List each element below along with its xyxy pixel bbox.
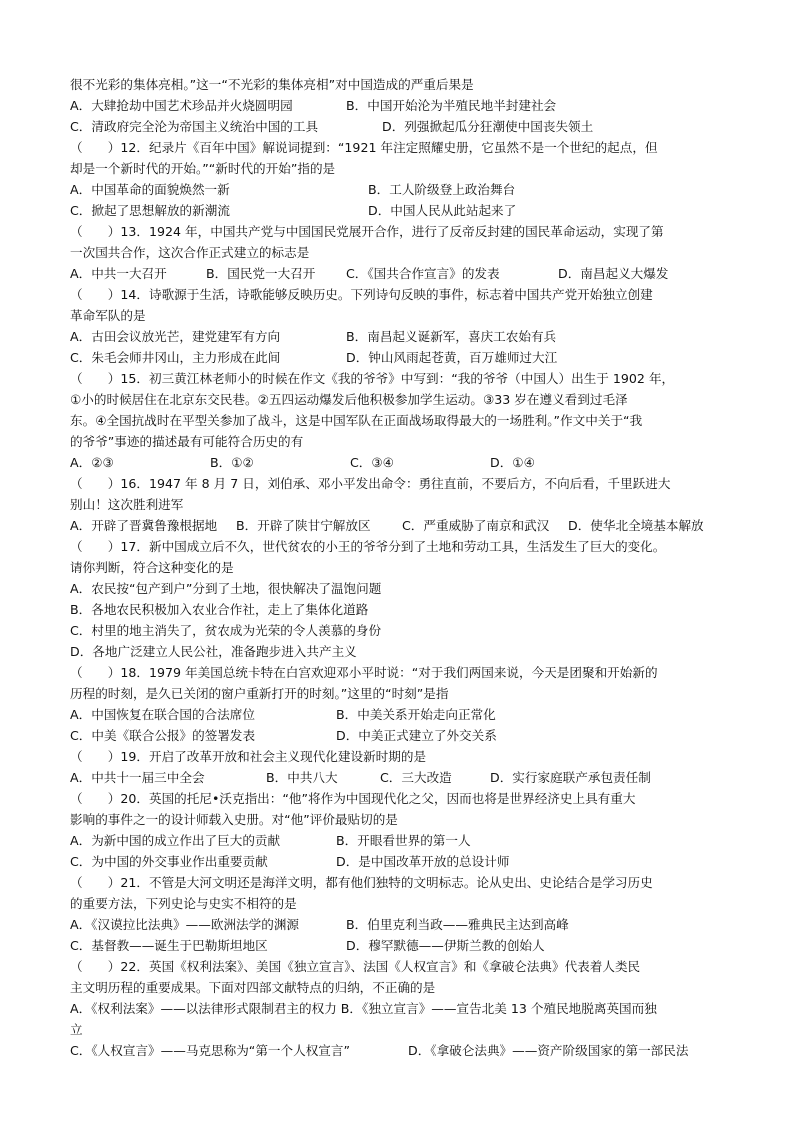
text-line: 一次国共合作，这次合作正式建立的标志是: [70, 245, 310, 260]
option-c: C．村里的地主消失了，贫农成为光荣的令人羡慕的身份: [70, 623, 382, 638]
option-b: B．中国开始沦为半殖民地半封建社会: [346, 98, 557, 113]
option-a: A．②③: [70, 455, 114, 470]
option-b: B．中美关系开始走向正常化: [336, 707, 496, 722]
option-c: C．清政府完全沦为帝国主义统治中国的工具: [70, 119, 319, 134]
option-b: B．各地农民积极加入农业合作社，走上了集体化道路: [70, 602, 369, 617]
question-21: （ ）21．不管是大河文明还是海洋文明，都有他们独特的文明标志。论从史出、史论结合是学习历史: [70, 875, 653, 890]
option-b: B．伯里克利当政——雅典民主达到高峰: [346, 917, 569, 932]
question-18: （ ）18．1979 年美国总统卡特在白宫欢迎邓小平时说：“对于我们两国来说，今天是团聚和开始新的: [70, 665, 658, 680]
option-a: A．为新中国的成立作出了巨大的贡献: [70, 833, 281, 848]
text-line: 主文明历程的重要成果。下面对四部文献特点的归纳，不正确的是: [70, 980, 436, 995]
option-c: C．朱毛会师井冈山，主力形成在此间: [70, 350, 281, 365]
option-d: D．钟山风雨起苍黄，百万雄师过大江: [346, 350, 558, 365]
text-line: 请你判断，符合这种变化的是: [70, 560, 234, 575]
option-c: C．基督教——诞生于巴勒斯坦地区: [70, 938, 268, 953]
option-b: B．开眼看世界的第一人: [336, 833, 471, 848]
option-a: A．中国恢复在联合国的合法席位: [70, 707, 255, 722]
text-line: 的重要方法，下列史论与史实不相符的是: [70, 896, 297, 911]
option-d: D．各地广泛建立人民公社，准备跑步进入共产主义: [70, 644, 357, 659]
option-b: B．南昌起义诞新军，喜庆工农始有兵: [346, 329, 557, 344]
option-b: B．①②: [210, 455, 254, 470]
option-c: C．严重威胁了南京和武汉: [402, 518, 550, 533]
question-16: （ ）16．1947 年 8 月 7 日，刘伯承、邓小平发出命令：勇往直前，不要后方，不向后看，千里跃进大: [70, 476, 671, 491]
option-d: D．使华北全境基本解放: [568, 518, 704, 533]
option-c: C．掀起了思想解放的新潮流: [70, 203, 230, 218]
option-c: C．中美《联合公报》的签署发表: [70, 728, 256, 743]
question-17: （ ）17．新中国成立后不久，世代贫农的小王的爷爷分到了土地和劳动工具，生活发生了巨大的变化。: [70, 539, 666, 554]
question-15: （ ）15．初三黄江林老师小的时候在作文《我的爷爷》中写到：“我的爷爷（中国人）出生于 1902 年，: [70, 371, 675, 386]
option-c: C．三大改造: [380, 770, 452, 785]
option-b: B．中共八大: [266, 770, 338, 785]
text-line: 别山！这次胜利进军: [70, 497, 184, 512]
text-line: 的爷爷”事迹的描述最有可能符合历史的有: [70, 434, 304, 449]
option-d: D．是中国改革开放的总设计师: [336, 854, 510, 869]
option-d: D．列强掀起瓜分狂潮使中国丧失领土: [382, 119, 594, 134]
option-a: A．中共一大召开: [70, 266, 167, 281]
question-19: （ ）19．开启了改革开放和社会主义现代化建设新时期的是: [70, 749, 427, 764]
question-13: （ ）13．1924 年，中国共产党与中国国民党展开合作，进行了反帝反封建的国民革命运动，实现了第: [70, 224, 664, 239]
option-ab: A．《权利法案》——以法律形式限制君主的权力 B．《独立宣言》——宣告北美 13 个殖民地脱离英国而独: [70, 1001, 657, 1016]
text-line: 很不光彩的集体亮相。”这一“不光彩的集体亮相”对中国造成的严重后果是: [70, 77, 474, 92]
option-c: C．③④: [350, 455, 394, 470]
question-14: （ ）14．诗歌源于生活，诗歌能够反映历史。下列诗句反映的事件，标志着中国共产党开始独立创建: [70, 287, 653, 302]
option-d: D．穆罕默德——伊斯兰教的创始人: [346, 938, 545, 953]
option-c: C．为中国的外交事业作出重要贡献: [70, 854, 268, 869]
option-d: D．实行家庭联产承包责任制: [490, 770, 651, 785]
option-a: A．大肆抢劫中国艺术珍品并火烧圆明园: [70, 98, 293, 113]
option-a: A．中国革命的面貌焕然一新: [70, 182, 230, 197]
text-line: 历程的时刻，是久已关闭的窗户重新打开的时刻。”这里的“时刻”是指: [70, 686, 449, 701]
option-b: B．国民党一大召开: [206, 266, 316, 281]
option-a: A．中共十一届三中全会: [70, 770, 205, 785]
text-line: 却是一个新时代的开始。”“新时代的开始”指的是: [70, 161, 336, 176]
option-d: D．①④: [490, 455, 535, 470]
text-line: 立: [70, 1022, 83, 1037]
option-c: C．《人权宣言》——马克思称为“第一个人权宣言”: [70, 1043, 351, 1058]
option-a: A．《汉谟拉比法典》——欧洲法学的渊源: [70, 917, 300, 932]
option-a: A．农民按“包产到户”分到了土地，很快解决了温饱问题: [70, 581, 382, 596]
text-line: 影响的事件之一的设计师载入史册。对“他”评价最贴切的是: [70, 812, 398, 827]
text-line: 东。④全国抗战时在平型关参加了战斗，这是中国军队在正面战场取得最大的一场胜利。”作文中关于“我: [70, 413, 643, 428]
question-22: （ ）22．英国《权利法案》、美国《独立宣言》、法国《人权宣言》和《拿破仑法典》代表着人类民: [70, 959, 641, 974]
option-d: D．中国人民从此站起来了: [368, 203, 517, 218]
option-d: D．中美正式建立了外交关系: [336, 728, 497, 743]
option-d: D．《拿破仑法典》——资产阶级国家的第一部民法: [408, 1043, 689, 1058]
option-c: C．《国共合作宣言》的发表: [346, 266, 500, 281]
option-b: B．工人阶级登上政治舞台: [368, 182, 516, 197]
question-12: （ ）12．纪录片《百年中国》解说词提到：“1921 年注定照耀史册，它虽然不是一个世纪的起点，但: [70, 140, 658, 155]
text-line: ①小的时候居住在北京东交民巷。②五四运动爆发后他积极参加学生运动。③33 岁在遵义看到过毛泽: [70, 392, 628, 407]
question-20: （ ）20．英国的托尼•沃克指出：“他”将作为中国现代化之父，因而也将是世界经济史上具有重大: [70, 791, 636, 806]
text-line: 革命军队的是: [70, 308, 146, 323]
option-b: B．开辟了陕甘宁解放区: [236, 518, 371, 533]
option-a: A．古田会议放光芒，建党建军有方向: [70, 329, 281, 344]
option-a: A．开辟了晋冀鲁豫根据地: [70, 518, 218, 533]
option-d: D．南昌起义大爆发: [558, 266, 669, 281]
